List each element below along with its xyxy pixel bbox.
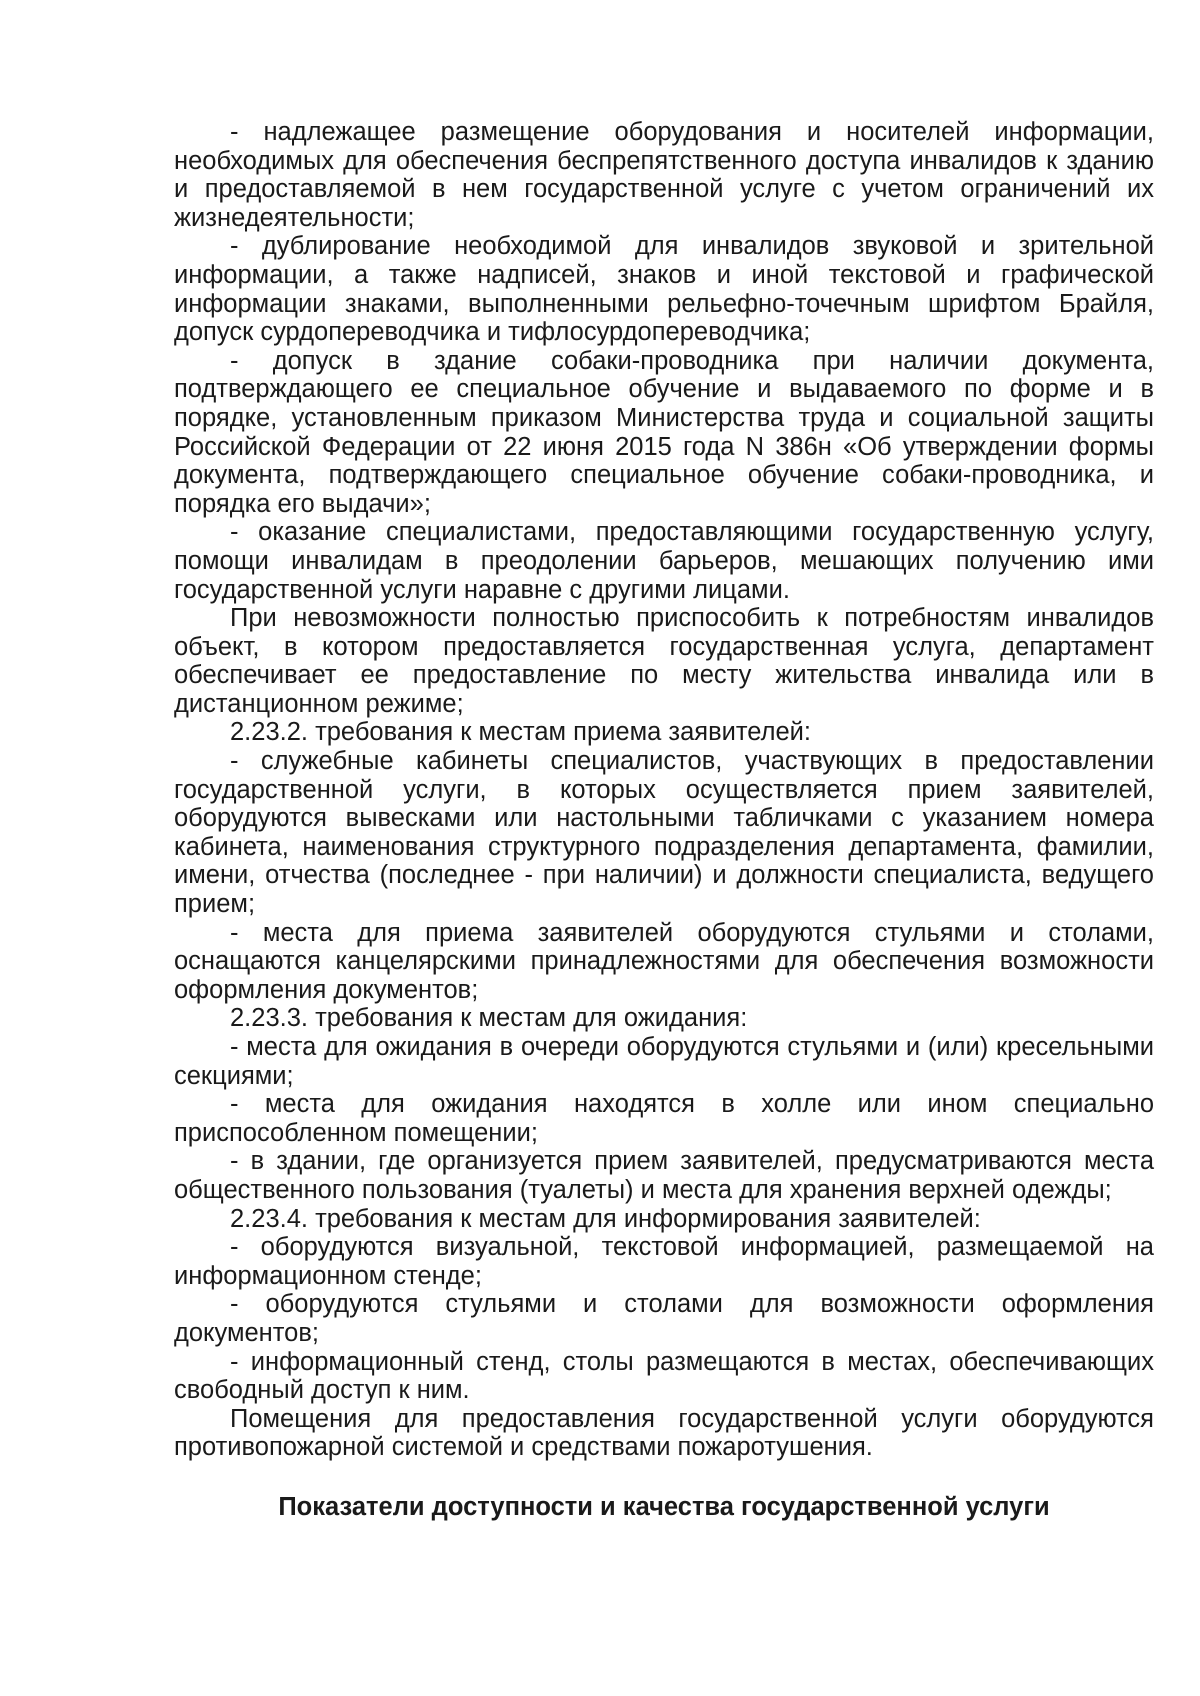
paragraph-10: - места для ожидания в очереди оборудуются стульями и (или) кресельными секциями; [174,1033,1154,1090]
paragraph-8: - места для приема заявителей оборудуются стульями и столами, оснащаются канцелярскими принадлежностями для обеспечения возможности оформления документов; [174,918,1154,1004]
paragraph-3: - допуск в здание собаки-проводника при наличии документа, подтверждающего ее специальное обучение и выдаваемого по форме и в порядке, установленным приказом Министерства труда и социальной защиты Российской Федерации от 22 июня 2015 года N 386н «Об утверждении формы документа, подтверждающего специальное обучение собаки-проводника, и порядка его выдачи»; [174,346,1154,518]
paragraph-15: - оборудуются стульями и столами для возможности оформления документов; [174,1290,1154,1347]
paragraph-5: При невозможности полностью приспособить к потребностям инвалидов объект, в котором предоставляется государственная услуга, департамент обеспечивает ее предоставление по месту жительства инвалида или в дистанционном режиме; [174,604,1154,718]
paragraph-13: 2.23.4. требования к местам для информирования заявителей: [230,1204,981,1233]
paragraph-16: - информационный стенд, столы размещаются в местах, обеспечивающих свободный доступ к ним. [174,1347,1154,1405]
paragraph-14: - оборудуются визуальной, текстовой информацией, размещаемой на информационном стенде; [174,1233,1154,1290]
document-body [174,118,1154,1522]
paragraph-2: - дублирование необходимой для инвалидов звуковой и зрительной информации, а также надписей, знаков и иной текстовой и графической информации знаками, выполненными рельефно-точечным шрифтом Брайля, допуск сурдопереводчика и тифлосурдопереводчика; [174,232,1154,347]
paragraph-7: - служебные кабинеты специалистов, участвующих в предоставлении государственной услуги, в которых осуществляется прием заявителей, оборудуются вывесками или настольными табличками с указанием номера кабинета, наименования структурного подразделения департамента, фамилии, имени, отчества (последнее - при наличии) и должности специалиста, ведущего прием; [174,747,1154,919]
paragraph-9: 2.23.3. требования к местам для ожидания: [230,1004,748,1033]
paragraph-6: 2.23.2. требования к местам приема заявителей: [230,718,811,747]
paragraph-17: Помещения для предоставления государственной услуги оборудуются противопожарной системой и средствами пожаротушения. [174,1404,1154,1462]
paragraph-12: - в здании, где организуется прием заявителей, предусматриваются места общественного пользования (туалеты) и места для хранения верхней одежды; [174,1147,1154,1204]
section-heading: Показатели доступности и качества государственной услуги [278,1492,1050,1521]
paragraph-4: - оказание специалистами, предоставляющими государственную услугу, помощи инвалидам в преодолении барьеров, мешающих получению ими государственной услуги наравне с другими лицами. [174,518,1154,604]
paragraph-1: - надлежащее размещение оборудования и носителей информации, необходимых для обеспечения беспрепятственного доступа инвалидов к зданию и предоставляемой в нем государственной услуге с учетом ограничений их жизнедеятельности; [174,118,1154,232]
paragraph-11: - места для ожидания находятся в холле или ином специально приспособленном помещении; [174,1090,1154,1147]
